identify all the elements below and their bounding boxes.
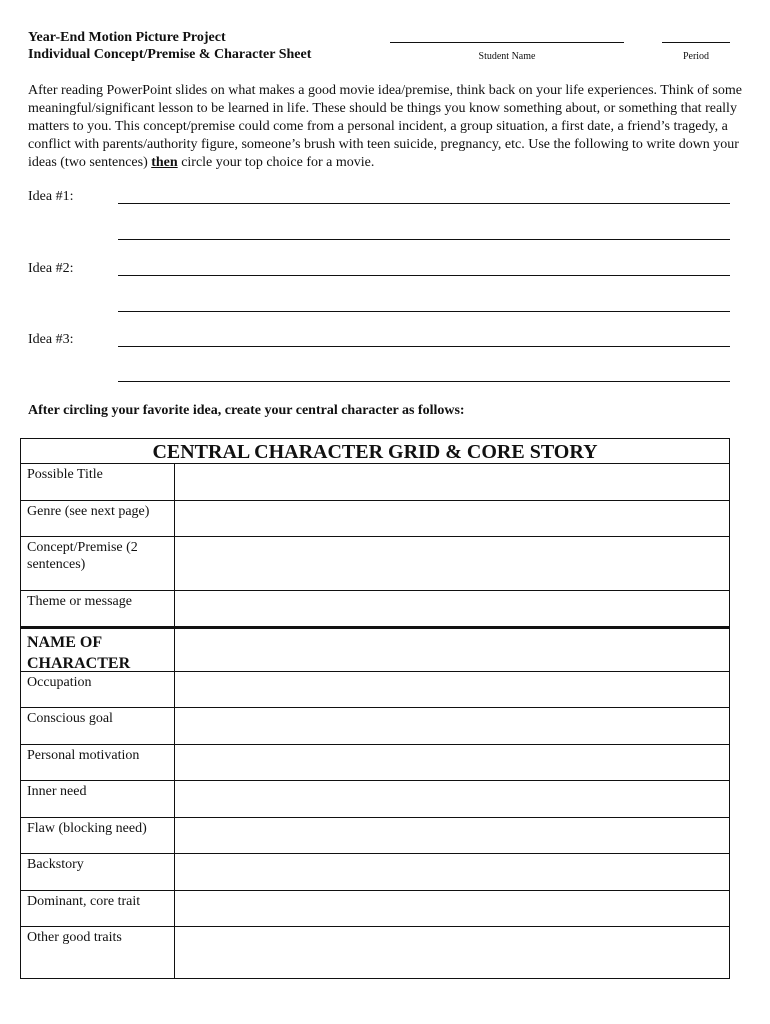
- row-label: Flaw (blocking need): [21, 818, 175, 853]
- grid-row-possible-title: [21, 464, 729, 501]
- instructions-text: After reading PowerPoint slides on what makes a good movie idea/premise, think back on your life experiences. Think of some meaningful/significant lesson to be learned in life. These should be things you know something about, or something that really matters to you. This concept/premise could come from a personal incident, a group situation, a first date, a friend’s tragedy, a conflict with parents/authority figure, someone’s brush with teen suicide, pregnancy, etc. Use the following to write down your ideas (two sentences): [28, 83, 742, 170]
- backstory-cell[interactable]: [175, 854, 729, 890]
- occupation-cell[interactable]: [175, 672, 729, 707]
- document-header: [28, 29, 311, 63]
- row-label: Genre (see next page): [21, 501, 175, 536]
- idea-3-line-1[interactable]: [118, 346, 730, 347]
- idea-1-label: Idea #1:: [28, 189, 74, 204]
- grid-title: CENTRAL CHARACTER GRID & CORE STORY: [21, 439, 729, 464]
- instructions-paragraph: [28, 82, 746, 172]
- grid-row-conscious-goal: [21, 708, 729, 745]
- other-traits-cell[interactable]: [175, 927, 729, 979]
- possible-title-cell[interactable]: [175, 464, 729, 500]
- idea-1-line-2[interactable]: [118, 239, 730, 240]
- grid-row-genre: [21, 501, 729, 537]
- idea-2-line-2[interactable]: [118, 311, 730, 312]
- period-field[interactable]: [662, 42, 730, 43]
- instructions-text-end: circle your top choice for a movie.: [177, 155, 375, 170]
- project-title: Year-End Motion Picture Project: [28, 30, 226, 45]
- grid-row-theme: [21, 591, 729, 629]
- student-name-field[interactable]: [390, 42, 624, 43]
- grid-row-personal-motivation: [21, 745, 729, 781]
- row-label: Backstory: [21, 854, 175, 890]
- idea-2-line-1[interactable]: [118, 275, 730, 276]
- instructions-emphasis: then: [151, 155, 178, 170]
- row-label: Theme or message: [21, 591, 175, 626]
- row-label: Inner need: [21, 781, 175, 817]
- grid-row-other-traits: [21, 927, 729, 979]
- row-label: Conscious goal: [21, 708, 175, 744]
- sheet-subtitle: Individual Concept/Premise & Character Sheet: [28, 47, 312, 62]
- idea-1-line-1[interactable]: [118, 203, 730, 204]
- row-label: Occupation: [21, 672, 175, 707]
- idea-3-line-2[interactable]: [118, 381, 730, 382]
- theme-cell[interactable]: [175, 591, 729, 626]
- inner-need-cell[interactable]: [175, 781, 729, 817]
- period-label: Period: [682, 51, 710, 62]
- flaw-cell[interactable]: [175, 818, 729, 853]
- concept-cell[interactable]: [175, 537, 729, 590]
- idea-2-label: Idea #2:: [28, 261, 74, 276]
- row-label: Personal motivation: [21, 745, 175, 780]
- grid-row-inner-need: [21, 781, 729, 818]
- student-name-label: Student Name: [478, 51, 536, 62]
- character-instructions: After circling your favorite idea, create your central character as follows:: [28, 403, 465, 418]
- grid-row-concept: [21, 537, 729, 591]
- dominant-trait-cell[interactable]: [175, 891, 729, 926]
- row-label: Other good traits: [21, 927, 175, 979]
- grid-row-backstory: [21, 854, 729, 891]
- row-label: Possible Title: [21, 464, 175, 500]
- personal-motivation-cell[interactable]: [175, 745, 729, 780]
- idea-3-label: Idea #3:: [28, 332, 74, 347]
- grid-row-dominant-trait: [21, 891, 729, 927]
- grid-row-occupation: [21, 672, 729, 708]
- row-label: Dominant, core trait: [21, 891, 175, 926]
- grid-row-character-name: [21, 629, 729, 672]
- conscious-goal-cell[interactable]: [175, 708, 729, 744]
- row-label: NAME OF CHARACTER: [21, 629, 175, 671]
- character-name-cell[interactable]: [175, 629, 729, 671]
- row-label: Concept/Premise (2 sentences): [21, 537, 175, 590]
- genre-cell[interactable]: [175, 501, 729, 536]
- character-grid: [20, 438, 730, 979]
- grid-row-flaw: [21, 818, 729, 854]
